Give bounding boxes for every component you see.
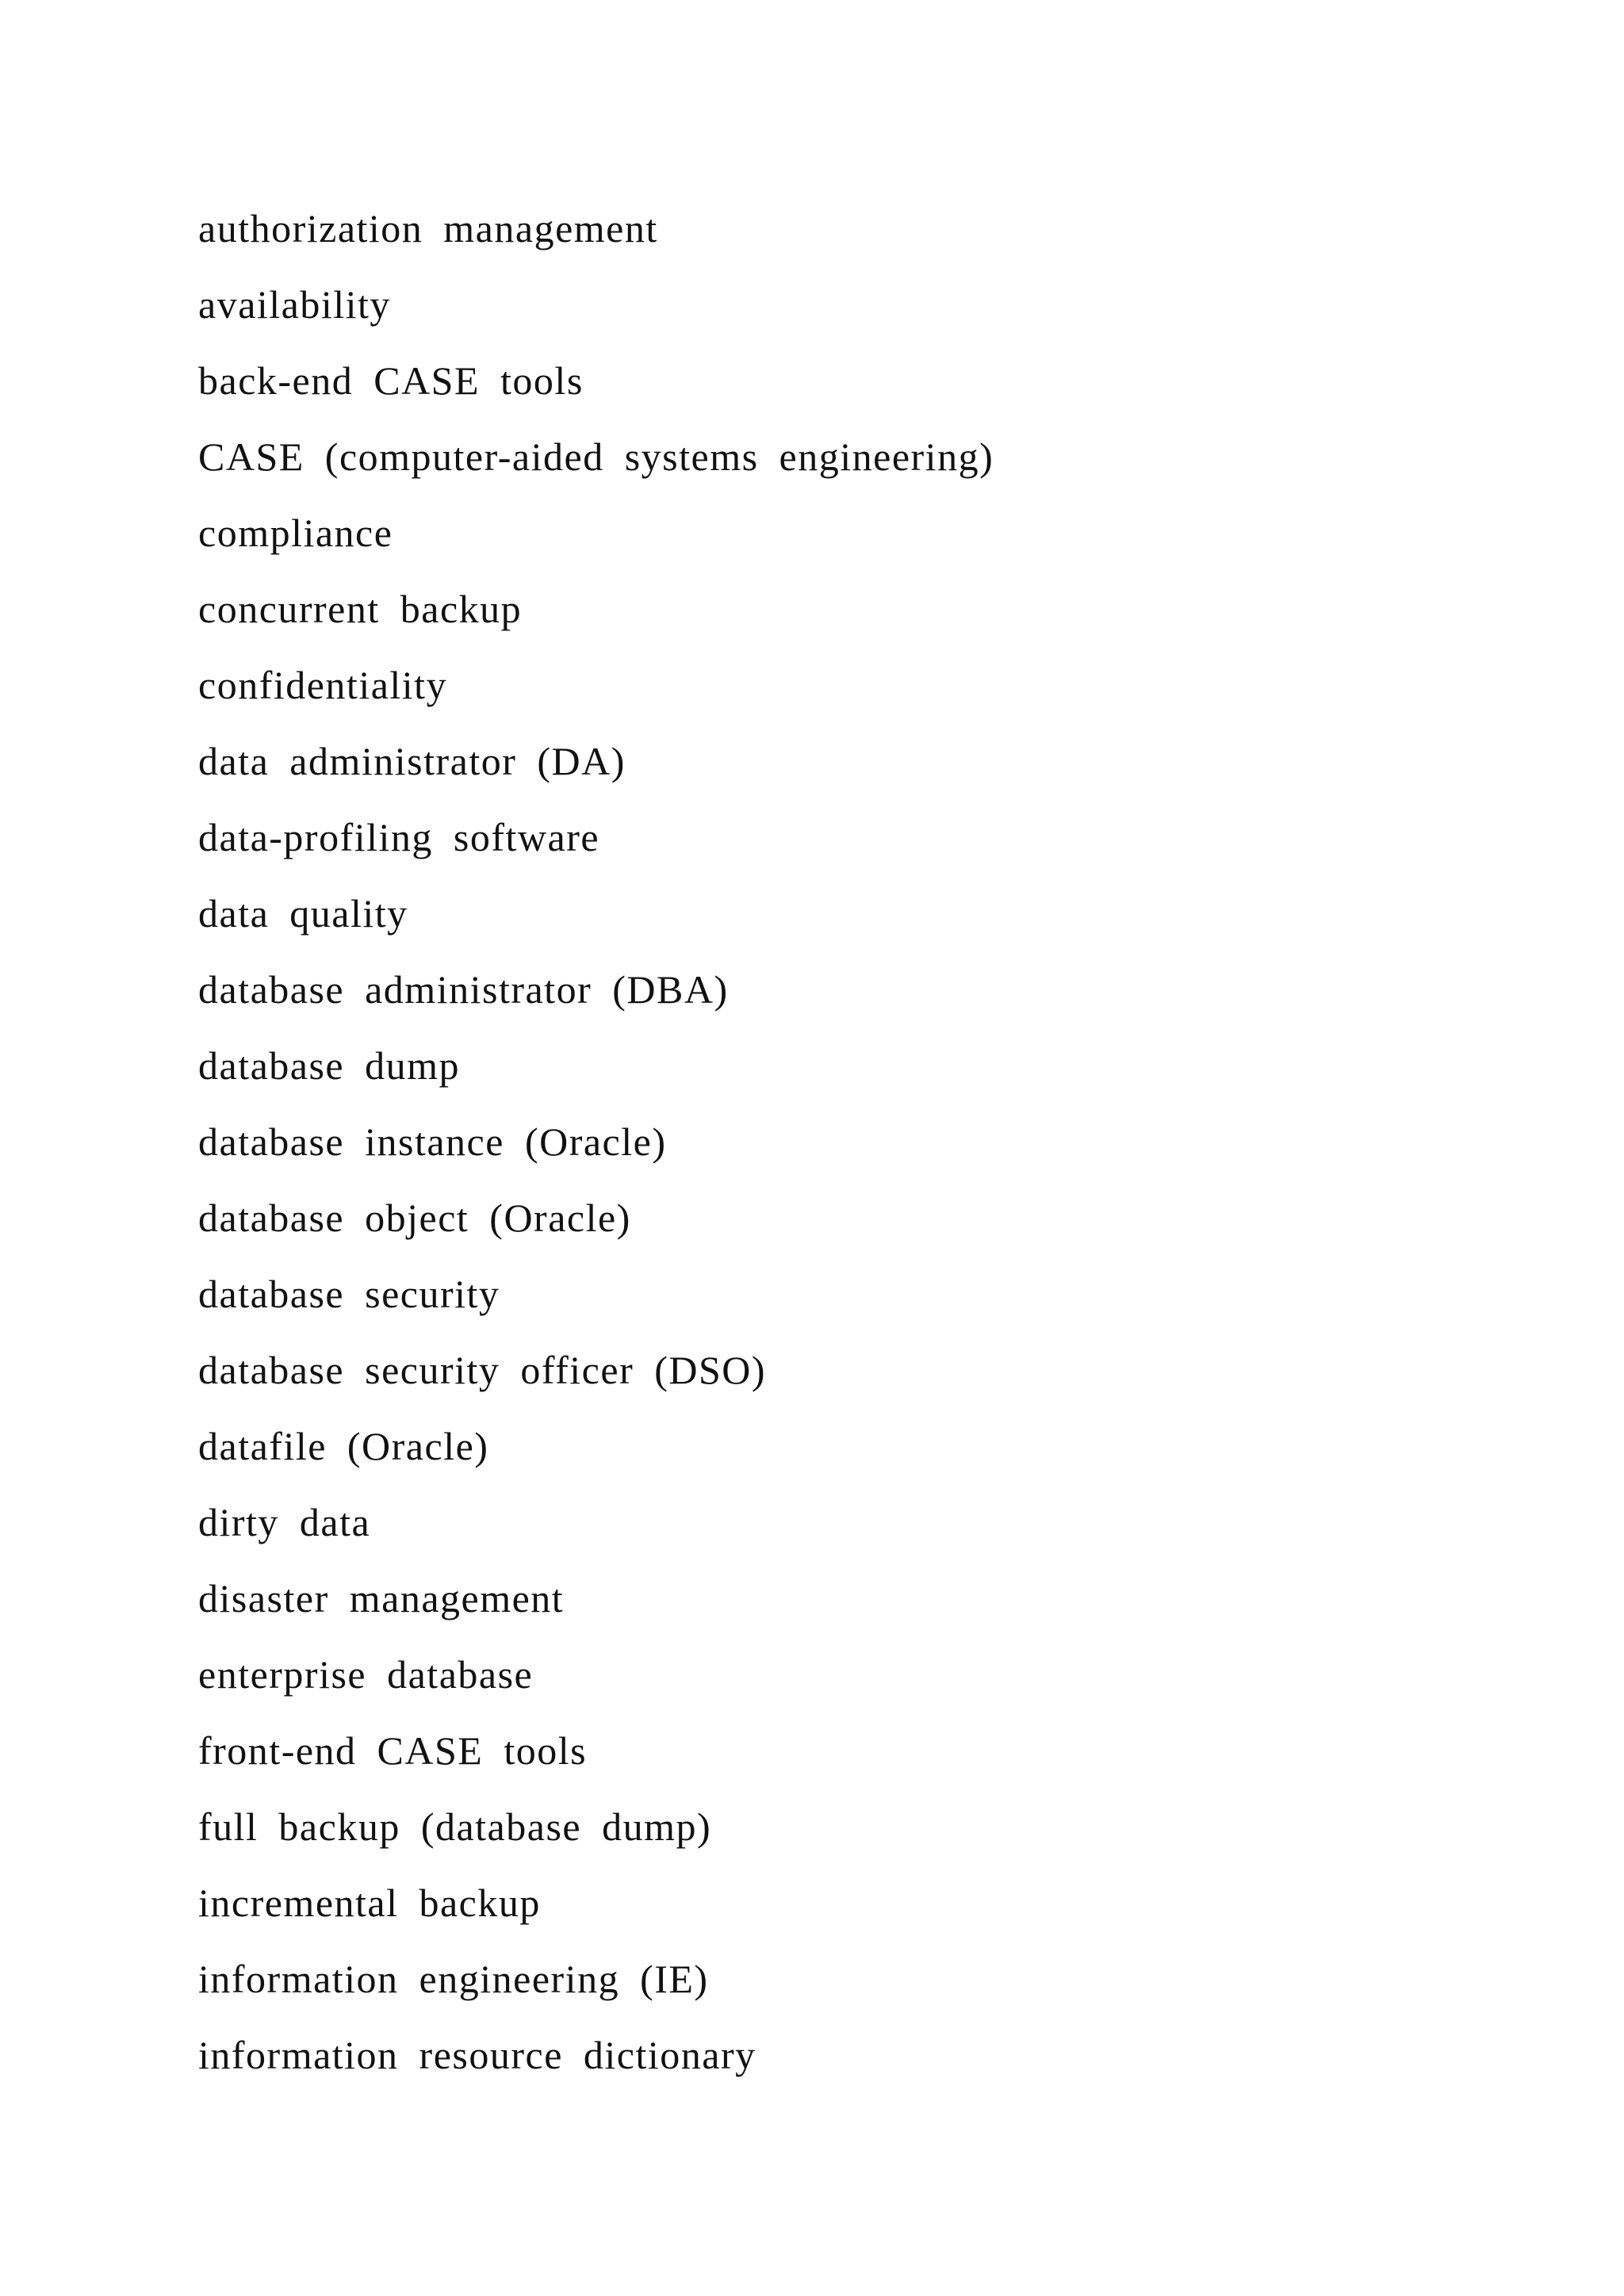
- term-item: database administrator (DBA): [198, 967, 729, 1012]
- term-item: dirty data: [198, 1500, 371, 1544]
- term-item: database security officer (DSO): [198, 1348, 767, 1392]
- term-item: full backup (database dump): [198, 1804, 712, 1849]
- term-item: disaster management: [198, 1576, 565, 1621]
- term-item: concurrent backup: [198, 587, 523, 631]
- term-item: database dump: [198, 1043, 461, 1088]
- term-item: data quality: [198, 891, 408, 936]
- term-item: back-end CASE tools: [198, 358, 584, 403]
- term-item: confidentiality: [198, 663, 448, 707]
- term-item: database object (Oracle): [198, 1196, 631, 1240]
- term-item: compliance: [198, 511, 393, 555]
- term-item: data-profiling software: [198, 815, 600, 859]
- term-item: database instance (Oracle): [198, 1119, 667, 1164]
- term-item: front-end CASE tools: [198, 1728, 588, 1773]
- term-item: enterprise database: [198, 1652, 534, 1697]
- term-item: incremental backup: [198, 1881, 541, 1925]
- term-item: database security: [198, 1272, 500, 1316]
- term-item: authorization management: [198, 206, 658, 251]
- term-item: availability: [198, 282, 391, 327]
- term-list: [198, 190, 994, 2093]
- term-item: information engineering (IE): [198, 1957, 709, 2001]
- term-item: information resource dictionary: [198, 2033, 756, 2077]
- term-item: datafile (Oracle): [198, 1424, 489, 1468]
- term-item: data administrator (DA): [198, 739, 626, 783]
- term-item: CASE (computer-aided systems engineering): [198, 434, 994, 479]
